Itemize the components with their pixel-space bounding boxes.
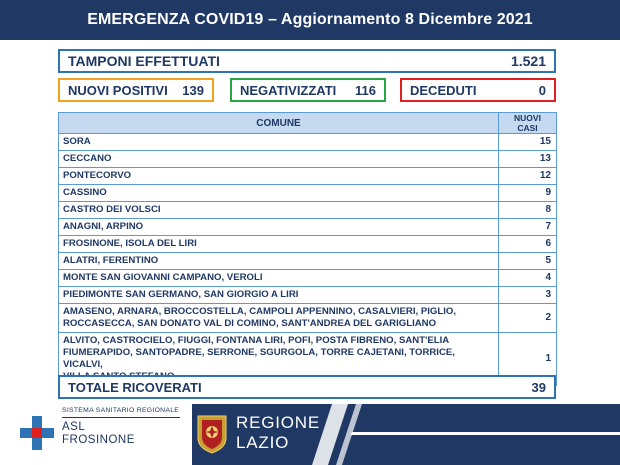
asl-divider xyxy=(62,417,180,418)
decorative-stripes xyxy=(292,404,620,465)
comune-cell: CECCANO xyxy=(59,151,499,168)
negativizzati-label: NEGATIVIZZATI xyxy=(240,82,337,98)
totale-label: TOTALE RICOVERATI xyxy=(68,379,202,395)
deceduti-value: 0 xyxy=(538,82,546,98)
comune-cell xyxy=(59,304,499,333)
comune-cell: SORA xyxy=(59,134,499,151)
table-row xyxy=(59,287,557,304)
lazio-label: LAZIO xyxy=(236,433,290,452)
regione-lazio-banner xyxy=(192,404,620,465)
table-header-row xyxy=(59,113,557,134)
positivi-label: NUOVI POSITIVI xyxy=(68,82,168,98)
deceduti-label: DECEDUTI xyxy=(410,82,477,98)
column-header-comune: COMUNE xyxy=(59,113,499,134)
comune-cell: MONTE SAN GIOVANNI CAMPANO, VEROLI xyxy=(59,270,499,287)
nuovi-casi-cell: 15 xyxy=(499,134,557,151)
nuovi-casi-cell: 6 xyxy=(499,236,557,253)
table-row xyxy=(59,151,557,168)
tamponi-value: 1.521 xyxy=(510,53,546,69)
tamponi-box xyxy=(58,49,556,73)
positivi-box xyxy=(58,78,214,102)
comune-cell: FROSINONE, ISOLA DEL LIRI xyxy=(59,236,499,253)
page-title: EMERGENZA COVID19 – Aggiornamento 8 Dicembre 2021 xyxy=(87,11,533,28)
nuovi-casi-cell: 7 xyxy=(499,219,557,236)
comune-cell: PONTECORVO xyxy=(59,168,499,185)
table-row xyxy=(59,270,557,287)
comuni-table xyxy=(58,112,557,386)
comune-cell: CASTRO DEI VOLSCI xyxy=(59,202,499,219)
table-row xyxy=(59,202,557,219)
comune-cell: PIEDIMONTE SAN GERMANO, SAN GIORGIO A LIRI xyxy=(59,287,499,304)
totale-value: 39 xyxy=(531,379,546,395)
table-row xyxy=(59,219,557,236)
nuovi-casi-cell: 12 xyxy=(499,168,557,185)
table-row xyxy=(59,236,557,253)
asl-frosinone-logo xyxy=(14,404,184,462)
asl-name-line2: FROSINONE xyxy=(62,434,135,446)
nuovi-casi-cell: 4 xyxy=(499,270,557,287)
tamponi-label: TAMPONI EFFETTUATI xyxy=(68,53,220,69)
positivi-value: 139 xyxy=(182,82,204,98)
regione-label: REGIONE xyxy=(236,413,321,432)
table-row xyxy=(59,304,557,333)
comune-line: ALVITO, CASTROCIELO, FIUGGI, FONTANA LIRI, POFI, POSTA FIBRENO, SANT'ELIA xyxy=(63,335,450,346)
comune-cell: ALATRI, FERENTINO xyxy=(59,253,499,270)
negativizzati-box xyxy=(230,78,386,102)
table-row xyxy=(59,134,557,151)
comune-cell: ANAGNI, ARPINO xyxy=(59,219,499,236)
column-header-nuovi-casi: NUOVI CASI xyxy=(499,113,557,134)
comune-line: AMASENO, ARNARA, BROCCOSTELLA, CAMPOLI APPENNINO, CASALVIERI, PIGLIO, xyxy=(63,306,457,317)
nuovi-casi-cell: 9 xyxy=(499,185,557,202)
comune-line: FIUMERAPIDO, SANTOPADRE, SERRONE, SGURGOLA, TORRE CAJETANI, TORRICE, VICALVI, xyxy=(63,347,455,370)
nuovi-casi-cell: 8 xyxy=(499,202,557,219)
regione-lazio-emblem-icon xyxy=(196,414,228,454)
nuovi-casi-cell: 2 xyxy=(499,304,557,333)
nuovi-casi-cell: 5 xyxy=(499,253,557,270)
cross-icon xyxy=(20,416,54,450)
page-header xyxy=(0,0,620,40)
comune-cell: CASSINO xyxy=(59,185,499,202)
table-row xyxy=(59,253,557,270)
table-row xyxy=(59,185,557,202)
deceduti-box xyxy=(400,78,556,102)
comune-line: ROCCASECCA, SAN DONATO VAL DI COMINO, SANT'ANDREA DEL GARIGLIANO xyxy=(63,318,437,329)
table-row xyxy=(59,168,557,185)
totale-ricoverati-box xyxy=(58,375,556,399)
asl-name-line1: ASL xyxy=(62,421,86,433)
asl-subtitle: SISTEMA SANITARIO REGIONALE xyxy=(62,407,180,414)
nuovi-casi-cell: 3 xyxy=(499,287,557,304)
nuovi-casi-cell: 13 xyxy=(499,151,557,168)
negativizzati-value: 116 xyxy=(355,82,376,98)
nuovi-casi-cell: 1 xyxy=(499,333,557,386)
